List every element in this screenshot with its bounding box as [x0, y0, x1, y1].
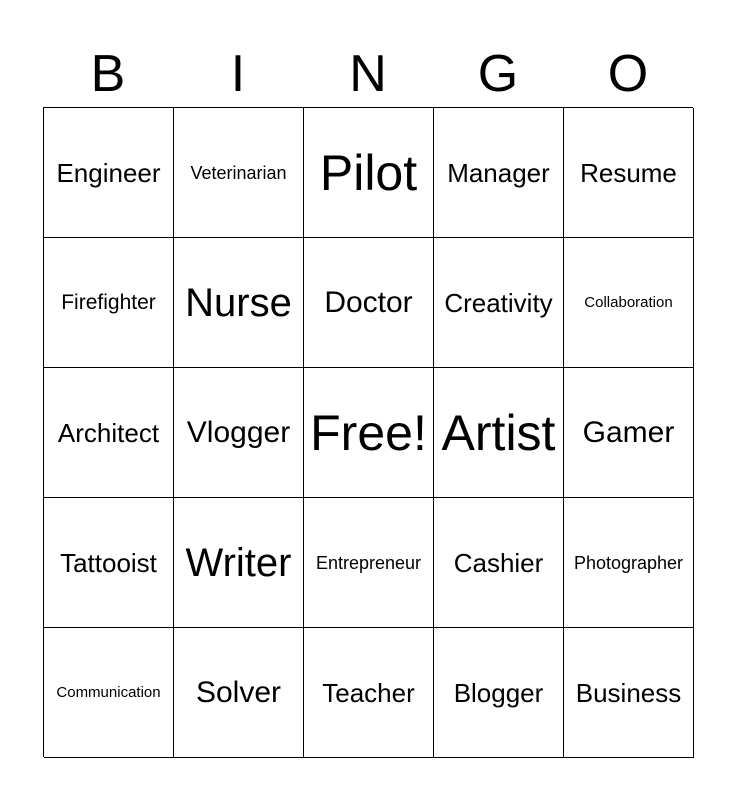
bingo-cell[interactable]: Cashier: [434, 498, 564, 628]
bingo-cell[interactable]: Entrepreneur: [304, 498, 434, 628]
bingo-cell[interactable]: Veterinarian: [174, 108, 304, 238]
bingo-board: [43, 107, 693, 757]
bingo-cell[interactable]: Writer: [174, 498, 304, 628]
bingo-cell[interactable]: Nurse: [174, 238, 304, 368]
bingo-cell[interactable]: Teacher: [304, 628, 434, 758]
bingo-cell[interactable]: Gamer: [564, 368, 694, 498]
bingo-cell[interactable]: Creativity: [434, 238, 564, 368]
bingo-cell[interactable]: Pilot: [304, 108, 434, 238]
bingo-cell[interactable]: Solver: [174, 628, 304, 758]
bingo-cell[interactable]: Architect: [44, 368, 174, 498]
bingo-cell[interactable]: Engineer: [44, 108, 174, 238]
bingo-cell[interactable]: Communication: [44, 628, 174, 758]
bingo-cell[interactable]: Photographer: [564, 498, 694, 628]
bingo-cell[interactable]: Blogger: [434, 628, 564, 758]
bingo-cell[interactable]: Doctor: [304, 238, 434, 368]
header-letter-o: O: [607, 45, 649, 103]
bingo-cell-free-space[interactable]: Free!: [304, 368, 434, 498]
bingo-cell[interactable]: Business: [564, 628, 694, 758]
header-letter-i: I: [230, 45, 246, 103]
header-letter-n: N: [349, 45, 387, 103]
bingo-cell[interactable]: Artist: [434, 368, 564, 498]
bingo-header: [43, 40, 693, 108]
bingo-cell[interactable]: Firefighter: [44, 238, 174, 368]
header-letter-b: B: [90, 45, 126, 103]
bingo-cell[interactable]: Vlogger: [174, 368, 304, 498]
header-letter-g: G: [477, 45, 519, 103]
bingo-cell[interactable]: Manager: [434, 108, 564, 238]
bingo-cell[interactable]: Collaboration: [564, 238, 694, 368]
bingo-cell[interactable]: Resume: [564, 108, 694, 238]
bingo-cell[interactable]: Tattooist: [44, 498, 174, 628]
